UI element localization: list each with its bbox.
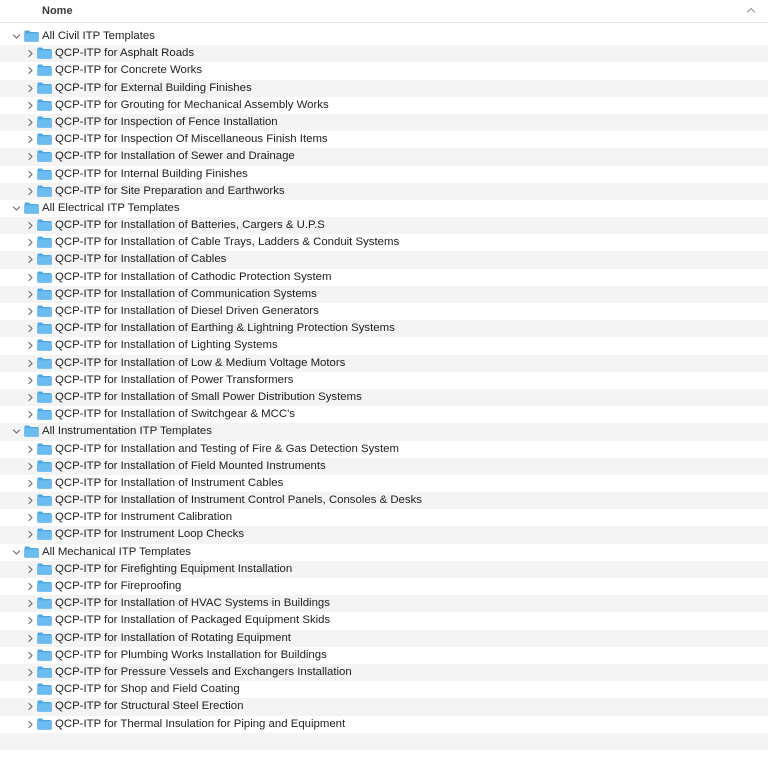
chevron-right-icon[interactable] [26, 221, 35, 230]
item-label: QCP-ITP for Inspection Of Miscellaneous Finish Items [55, 133, 328, 146]
folder-group-row[interactable] [0, 200, 768, 217]
folder-row[interactable] [0, 492, 768, 509]
item-label: QCP-ITP for External Building Finishes [55, 81, 252, 94]
group-label: All Civil ITP Templates [42, 30, 155, 42]
folder-row[interactable] [0, 630, 768, 647]
file-tree [0, 28, 768, 767]
folder-row[interactable] [0, 526, 768, 543]
folder-group-row[interactable] [0, 544, 768, 561]
folder-icon [37, 666, 52, 678]
folder-icon [37, 339, 52, 351]
chevron-right-icon[interactable] [26, 307, 35, 316]
folder-icon [37, 253, 52, 265]
chevron-right-icon[interactable] [26, 66, 35, 75]
chevron-down-icon[interactable] [12, 548, 21, 557]
folder-icon [37, 168, 52, 180]
item-label: QCP-ITP for Installation of Diesel Driven Generators [55, 305, 319, 317]
item-label: QCP-ITP for Inspection of Fence Installation [55, 115, 278, 128]
folder-icon [37, 649, 52, 661]
folder-icon [37, 305, 52, 317]
folder-row[interactable] [0, 166, 768, 183]
chevron-right-icon[interactable] [26, 341, 35, 350]
folder-row[interactable] [0, 337, 768, 354]
folder-icon [37, 494, 52, 506]
item-label: QCP-ITP for Fireproofing [55, 580, 182, 592]
folder-icon [37, 597, 52, 609]
item-label: QCP-ITP for Installation of Cathodic Protection System [55, 270, 332, 283]
folder-row[interactable] [0, 355, 768, 372]
chevron-right-icon[interactable] [26, 376, 35, 385]
folder-row[interactable] [0, 475, 768, 492]
item-label: QCP-ITP for Installation of Rotating Equipment [55, 631, 291, 644]
chevron-right-icon[interactable] [26, 290, 35, 299]
item-label: QCP-ITP for Installation of Batteries, Cargers & U.P.S [55, 219, 325, 232]
group-label: All Instrumentation ITP Templates [42, 425, 212, 438]
folder-row[interactable] [0, 269, 768, 286]
folder-icon [37, 443, 52, 455]
folder-icon [37, 288, 52, 300]
folder-icon [37, 185, 52, 197]
item-label: QCP-ITP for Installation of Cables [55, 253, 227, 266]
chevron-right-icon[interactable] [26, 479, 35, 488]
folder-icon [37, 82, 52, 94]
item-label: QCP-ITP for Instrument Loop Checks [55, 528, 245, 541]
chevron-right-icon[interactable] [26, 49, 35, 58]
folder-icon [37, 391, 52, 403]
item-label: QCP-ITP for Firefighting Equipment Installation [55, 562, 293, 575]
folder-icon [37, 116, 52, 128]
chevron-right-icon[interactable] [26, 720, 35, 729]
folder-row[interactable] [0, 681, 768, 698]
chevron-right-icon[interactable] [26, 410, 35, 419]
empty-row [0, 733, 768, 750]
folder-row[interactable] [0, 114, 768, 131]
item-label: QCP-ITP for Plumbing Works Installation for Buildings [55, 648, 327, 661]
column-header [0, 0, 768, 23]
item-label: QCP-ITP for Installation and Testing of Fire & Gas Detection System [55, 442, 399, 455]
item-label: QCP-ITP for Installation of Small Power Distribution Systems [55, 390, 362, 403]
item-label: QCP-ITP for Structural Steel Erection [55, 700, 244, 713]
folder-icon [37, 150, 52, 162]
folder-row[interactable] [0, 234, 768, 251]
folder-icon [24, 546, 39, 558]
chevron-right-icon[interactable] [26, 359, 35, 368]
folder-row[interactable] [0, 578, 768, 595]
chevron-right-icon[interactable] [26, 599, 35, 608]
folder-row[interactable] [0, 286, 768, 303]
folder-icon [37, 236, 52, 248]
item-label: QCP-ITP for Installation of HVAC Systems in Buildings [55, 597, 330, 610]
folder-icon [24, 425, 39, 437]
folder-icon [37, 322, 52, 334]
group-label: All Mechanical ITP Templates [42, 545, 191, 558]
item-label: QCP-ITP for Concrete Works [55, 64, 203, 77]
group-label: All Electrical ITP Templates [42, 201, 180, 214]
item-label: QCP-ITP for Grouting for Mechanical Assembly Works [55, 98, 329, 111]
folder-icon [37, 477, 52, 489]
folder-icon [37, 632, 52, 644]
item-label: QCP-ITP for Installation of Sewer and Drainage [55, 150, 295, 163]
folder-icon [37, 64, 52, 76]
folder-row[interactable] [0, 509, 768, 526]
item-label: QCP-ITP for Pressure Vessels and Exchangers Installation [55, 665, 352, 678]
chevron-right-icon[interactable] [26, 255, 35, 264]
folder-row[interactable] [0, 372, 768, 389]
item-label: QCP-ITP for Asphalt Roads [55, 47, 195, 60]
folder-row[interactable] [0, 80, 768, 97]
folder-icon [37, 718, 52, 730]
folder-group-row[interactable] [0, 423, 768, 440]
folder-row[interactable] [0, 45, 768, 62]
folder-row[interactable] [0, 406, 768, 423]
folder-row[interactable] [0, 561, 768, 578]
folder-icon [37, 528, 52, 540]
folder-icon [37, 219, 52, 231]
chevron-down-icon[interactable] [12, 204, 21, 213]
item-label: QCP-ITP for Installation of Instrument Control Panels, Consoles & Desks [55, 494, 422, 507]
folder-row[interactable] [0, 612, 768, 629]
folder-icon [37, 460, 52, 472]
item-label: QCP-ITP for Shop and Field Coating [55, 683, 240, 696]
folder-row[interactable] [0, 148, 768, 165]
folder-row[interactable] [0, 698, 768, 715]
folder-icon [37, 511, 52, 523]
empty-row [0, 750, 768, 767]
item-label: QCP-ITP for Installation of Lighting Systems [55, 339, 278, 352]
folder-row[interactable] [0, 389, 768, 406]
chevron-right-icon[interactable] [26, 582, 35, 591]
chevron-right-icon[interactable] [26, 462, 35, 471]
chevron-right-icon[interactable] [26, 445, 35, 454]
chevron-up-icon[interactable] [745, 3, 757, 17]
item-label: QCP-ITP for Installation of Instrument Cables [55, 476, 284, 489]
item-label: QCP-ITP for Instrument Calibration [55, 511, 233, 524]
folder-row[interactable] [0, 595, 768, 612]
item-label: QCP-ITP for Installation of Field Mounted Instruments [55, 459, 326, 472]
chevron-right-icon[interactable] [26, 118, 35, 127]
folder-row[interactable] [0, 664, 768, 681]
item-label: QCP-ITP for Site Preparation and Earthworks [55, 184, 285, 197]
item-label: QCP-ITP for Thermal Insulation for Piping and Equipment [55, 717, 346, 730]
item-label: QCP-ITP for Installation of Low & Medium Voltage Motors [55, 356, 346, 369]
folder-row[interactable] [0, 62, 768, 79]
chevron-right-icon[interactable] [26, 273, 35, 282]
item-label: QCP-ITP for Installation of Earthing & Lightning Protection Systems [55, 322, 395, 335]
folder-icon [24, 202, 39, 214]
chevron-right-icon[interactable] [26, 324, 35, 333]
chevron-down-icon[interactable] [12, 32, 21, 41]
chevron-right-icon[interactable] [26, 530, 35, 539]
folder-icon [37, 563, 52, 575]
item-label: QCP-ITP for Installation of Communication Systems [55, 287, 317, 300]
chevron-right-icon[interactable] [26, 634, 35, 643]
chevron-right-icon[interactable] [26, 238, 35, 247]
folder-icon [37, 683, 52, 695]
item-label: QCP-ITP for Internal Building Finishes [55, 167, 248, 180]
folder-row[interactable] [0, 320, 768, 337]
folder-row[interactable] [0, 183, 768, 200]
chevron-right-icon[interactable] [26, 152, 35, 161]
chevron-right-icon[interactable] [26, 668, 35, 677]
chevron-right-icon[interactable] [26, 496, 35, 505]
chevron-right-icon[interactable] [26, 135, 35, 144]
folder-icon [37, 374, 52, 386]
folder-row[interactable] [0, 97, 768, 114]
chevron-right-icon[interactable] [26, 187, 35, 196]
chevron-right-icon[interactable] [26, 393, 35, 402]
item-label: QCP-ITP for Installation of Power Transformers [55, 373, 294, 386]
folder-row[interactable] [0, 251, 768, 268]
folder-icon [37, 408, 52, 420]
chevron-right-icon[interactable] [26, 702, 35, 711]
folder-icon [37, 133, 52, 145]
folder-icon [37, 357, 52, 369]
chevron-right-icon[interactable] [26, 651, 35, 660]
folder-row[interactable] [0, 716, 768, 733]
chevron-right-icon[interactable] [26, 84, 35, 93]
folder-row[interactable] [0, 647, 768, 664]
folder-icon [37, 271, 52, 283]
folder-icon [37, 614, 52, 626]
folder-icon [37, 99, 52, 111]
chevron-right-icon[interactable] [26, 616, 35, 625]
folder-row[interactable] [0, 303, 768, 320]
chevron-right-icon[interactable] [26, 685, 35, 694]
folder-row[interactable] [0, 441, 768, 458]
chevron-right-icon[interactable] [26, 101, 35, 110]
folder-row[interactable] [0, 131, 768, 148]
chevron-down-icon[interactable] [12, 427, 21, 436]
folder-icon [37, 580, 52, 592]
item-label: QCP-ITP for Installation of Cable Trays, Ladders & Conduit Systems [55, 236, 400, 249]
folder-icon [24, 30, 39, 42]
item-label: QCP-ITP for Installation of Switchgear & MCC's [55, 408, 295, 421]
folder-group-row[interactable] [0, 28, 768, 45]
folder-icon [37, 47, 52, 59]
folder-row[interactable] [0, 217, 768, 234]
folder-row[interactable] [0, 458, 768, 475]
name-column-header[interactable]: Nome [42, 5, 73, 17]
item-label: QCP-ITP for Installation of Packaged Equipment Skids [55, 614, 331, 627]
chevron-right-icon[interactable] [26, 170, 35, 179]
folder-icon [37, 700, 52, 712]
chevron-right-icon[interactable] [26, 565, 35, 574]
chevron-right-icon[interactable] [26, 513, 35, 522]
